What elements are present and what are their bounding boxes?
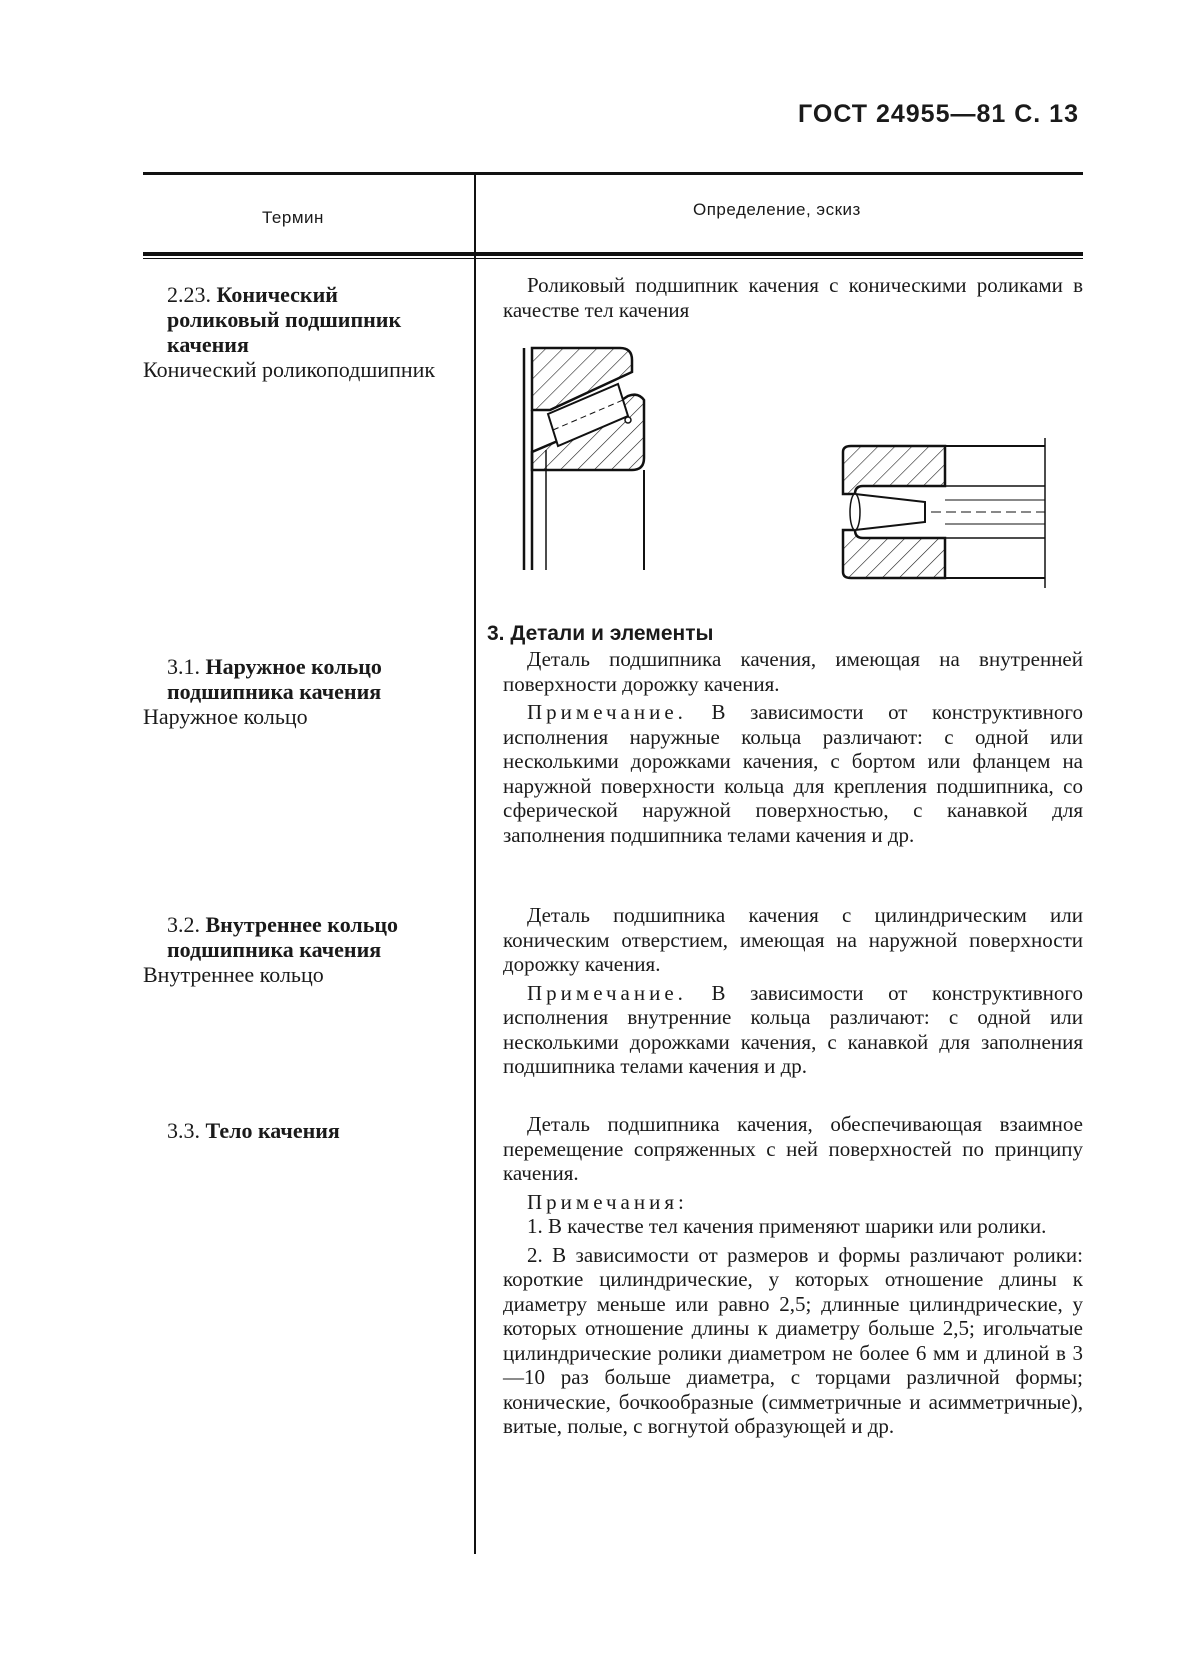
bearing-sketch-right [835, 438, 1055, 593]
definition-text: Деталь подшипника качения с цилиндрическим или коническим отверстием, имеющая на наружной поверхности дорожку качения. [503, 903, 1083, 976]
term-2-23 [143, 282, 443, 382]
column-header-term: Термин [262, 208, 324, 227]
note [503, 981, 1083, 1079]
note-label: Примечание. [527, 980, 687, 1005]
definition-text: Деталь подшипника качения, имеющая на внутренней поверхности дорожку качения. [503, 647, 1083, 696]
definition-3-3 [503, 1112, 1083, 1443]
definition-3-2 [503, 903, 1083, 1083]
bearing-sketch-left [520, 340, 680, 580]
column-divider [474, 174, 476, 1554]
notes-label: Примечания: [527, 1189, 688, 1214]
term-short: Конический роликоподшипник [143, 357, 436, 382]
header-rule [143, 252, 1083, 256]
note [503, 700, 1083, 847]
section-3-title: 3. Детали и элементы [487, 622, 714, 645]
term-number: 3.3. [167, 1118, 200, 1143]
definition-3-1 [503, 647, 1083, 851]
term-3-1 [143, 654, 443, 729]
note-text: В зависимости от конструктивного исполнения внутренние кольца различают: с одной или несколькими дорожками качения, с канавкой для заполнения подшипника телами качения и др. [503, 980, 1083, 1078]
term-bold: Внутреннее кольцо подшипника качения [167, 912, 399, 962]
term-number: 2.23. [167, 282, 211, 307]
top-rule [143, 172, 1083, 175]
term-3-2 [143, 912, 443, 987]
definition-2-23 [503, 273, 1083, 326]
term-number: 3.2. [167, 912, 200, 937]
term-bold: Тело качения [205, 1118, 340, 1143]
page-header: ГОСТ 24955—81 С. 13 [798, 100, 1079, 128]
note-label: Примечание. [527, 700, 687, 724]
term-bold: Наружное кольцо подшипника качения [167, 654, 382, 704]
term-short: Внутреннее кольцо [143, 962, 324, 987]
note-2: 2. В зависимости от размеров и формы различают ролики: короткие цилиндрические, у которых отношение длины к диаметру меньше или равно 2,5; длинные цилиндрические, у которых отношение длины к диаметру больше 2,5; игольчатые цилиндрические ролики диаметром не более 6 мм и длиной в 3—10 раз больше диаметра, с торцами различной формы; конические, бочкообразные (симметричные и асимметричные), витые, полые, с вогнутой образующей и др. [503, 1242, 1083, 1438]
header-rule-thin [143, 258, 1083, 259]
term-short: Наружное кольцо [143, 704, 308, 729]
definition-text: Роликовый подшипник качения с коническими роликами в качестве тел качения [503, 273, 1083, 322]
column-header-definition: Определение, эскиз [693, 200, 861, 219]
note-1: 1. В качестве тел качения применяют шарики или ролики. [527, 1214, 1047, 1238]
term-number: 3.1. [167, 654, 200, 679]
term-bold: Конический роликовый подшипник качения [167, 282, 402, 357]
term-3-3 [143, 1118, 443, 1143]
note-text: В зависимости от конструктивного исполнения наружные кольца различают: с одной или несколькими дорожками качения, с бортом или фланцем на наружной поверхности кольца для крепления подшипника, со сферической наружной поверхностью, с канавкой для заполнения подшипника телами качения и др. [503, 700, 1083, 847]
definition-text: Деталь подшипника качения, обеспечивающая взаимное перемещение сопряженных с ней поверхностей по принципу качения. [503, 1112, 1083, 1185]
